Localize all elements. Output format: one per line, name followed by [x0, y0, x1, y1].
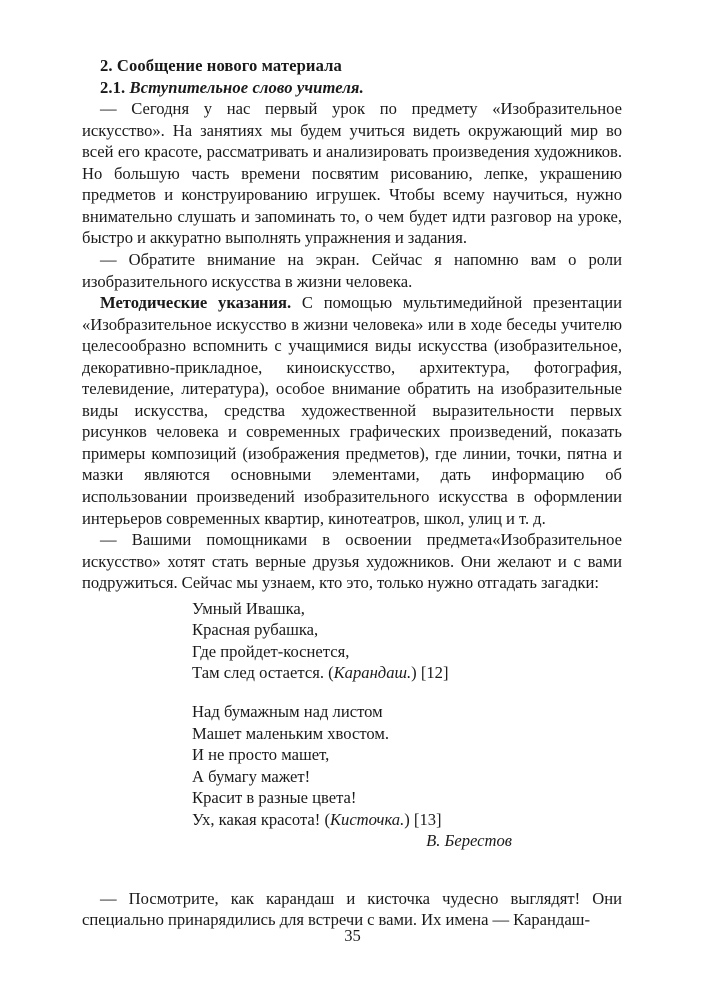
riddle-line: Умный Ивашка, [192, 598, 305, 618]
riddle-line: Красит в разные цвета! [192, 788, 357, 808]
riddle-final-prefix: Ух, какая красота! ( [192, 809, 330, 829]
riddle-line: И не просто машет, [192, 745, 330, 765]
riddle-answer: Карандаш. [333, 663, 412, 683]
riddle-attribution: В. Берестов [426, 831, 512, 851]
riddle-line: Красная рубашка, [192, 620, 319, 640]
paragraph-screen-attention: — Обратите внимание на экран. Сейчас я напомню вам о роли изобразительного искусства в жизни человека. [82, 250, 622, 291]
methodical-notes-text: С помощью мультимедийной презентации «Изобразительное искусство в жизни человека» или в ходе беседы учителю целесообразно вспомнить с учащимися виды искусства (изобразительное, декоративно-прикладное, киноискусство, архитектура, фотография, телевидение, литература), особое внимание обратить на изобразительные виды искусства, средства художественной выразительности первых рисунков человека и современных графических произведений, показать примеры композиций (изображения предметов), где линии, точки, пятна и мазки являются основными элементами, дать информацию об использовании произведений изобразительного искусства в оформлении интерьеров современных квартир, кинотеатров, школ, улиц и т. д. [82, 293, 622, 528]
page-number: 35 [344, 926, 361, 945]
riddle-line: А бумагу мажет! [192, 766, 311, 786]
riddle-line: Над бумажным над листом [192, 701, 383, 721]
riddle-block-brush [82, 701, 622, 830]
riddle-final-line [192, 809, 622, 831]
riddle-answer: Кисточка. [330, 809, 405, 829]
subsection-heading [82, 77, 622, 99]
paragraph-closing: — Посмотрите, как карандаш и кисточка чудесно выглядят! Они специально принарядились для встречи с вами. Их имена — Карандаш- [82, 888, 622, 930]
spacer-between-riddles [82, 684, 622, 701]
page-content [82, 55, 622, 931]
paragraph-helpers-intro: — Вашими помощниками в освоении предмета«Изобразительное искусство» хотят стать верные друзья художников. Они желают и с вами подружиться. Сейчас мы узнаем, кто это, только нужно отгадать загадки: [82, 530, 622, 593]
riddle-citation: ) [13] [404, 809, 442, 829]
subsection-title: Вступительное слово учителя. [129, 77, 364, 97]
spacer-before-closing-paragraph [82, 852, 622, 888]
section-heading [82, 55, 622, 77]
riddle-citation: ) [12] [411, 663, 449, 683]
riddle-block-pencil [82, 598, 622, 684]
riddle-line: Где пройдет-коснется, [192, 641, 350, 661]
riddle-final-line [192, 662, 622, 684]
methodical-notes-label: Методические указания. [100, 293, 292, 313]
riddle-final-prefix: Там след остается. ( [192, 663, 334, 683]
paragraph-methodical-notes [82, 292, 622, 529]
riddle-line: Машет маленьким хвостом. [192, 723, 390, 743]
section-heading-text: 2. Сообщение нового материала [100, 56, 342, 75]
paragraph-intro: — Сегодня у нас первый урок по предмету «Изобразительное искусство». На занятиях мы будем учиться видеть окружающий мир во всей его красоте, рассматривать и анализировать произведения художников. Но большую часть времени посвятим рисованию, лепке, украшению предметов и конструированию игрушек. Чтобы всему научиться, нужно внимательно слушать и запоминать то, о чем будет идти разговор на уроке, быстро и аккуратно выполнять упражнения и задания. [82, 99, 622, 248]
subsection-number: 2.1. [100, 77, 126, 97]
